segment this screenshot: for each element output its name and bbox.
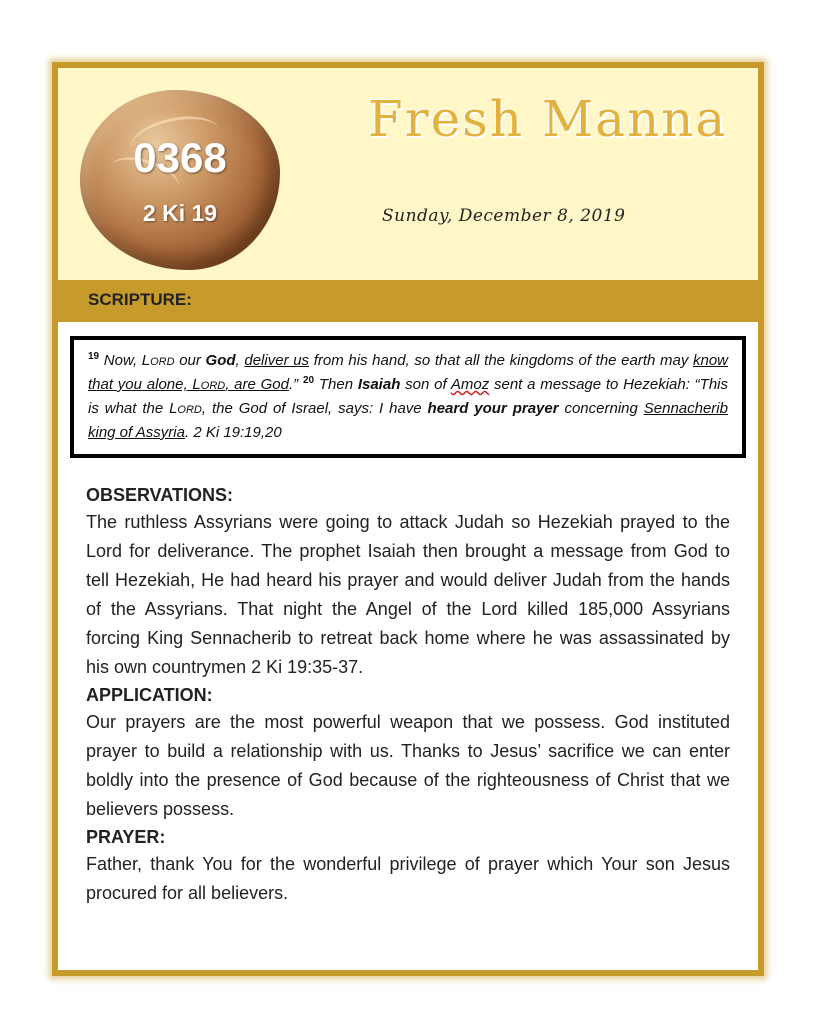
scripture-underline: , are God [225,376,289,393]
verse-number: 20 [302,375,315,386]
scripture-text: from his hand, so that all the kingdoms of the earth may [309,352,693,369]
devotional-body [86,482,730,908]
scripture-band [58,280,758,322]
scripture-underline: know that you alone, [88,352,729,393]
application-text: Our prayers are the most powerful weapon that we possess. God instituted prayer to build a relationship with us. Thanks to Jesus’ sacrifice we can enter boldly into the presence of God because of the righteousness of Christ that we believers possess. [86,712,730,819]
scripture-amoz: Amoz [450,376,490,393]
issue-reference: 2 Ki 19 [142,200,218,226]
scripture-underline: deliver us [244,352,310,369]
scripture-text: Now, [99,352,142,369]
scripture-label: SCRIPTURE: [88,290,192,309]
observations-heading: OBSERVATIONS: [86,485,234,505]
scripture-text: son of [400,376,451,393]
bread-loaf-image [80,90,280,270]
scripture-heard: heard your prayer [427,400,559,417]
page-title: Fresh Manna [368,90,728,148]
scripture-lord: Lord [169,400,202,417]
scripture-isaiah: Isaiah [357,376,401,393]
scripture-text: Then [314,376,358,393]
issue-number: 0368 [133,134,227,181]
date: Sunday, December 8, 2019 [382,206,626,226]
application-heading: APPLICATION: [86,685,213,705]
header [58,68,758,280]
scripture-text: , the God of Israel, says: I have [201,400,428,417]
scripture-underline: Sennacherib king of Assyria [88,400,728,441]
scripture-text: concerning [558,400,644,417]
prayer-text: Father, thank You for the wonderful privilege of prayer which Your son Jesus procured for all believers. [86,854,730,903]
scripture-lord: Lord [192,376,226,393]
scripture-text: . 2 Ki 19:19,20 [184,424,282,441]
scripture-lord: Lord [141,352,175,369]
devotional-card [52,62,764,976]
verse-number: 19 [88,351,100,362]
scripture-text: .” [288,376,303,393]
scripture-text: sent a message to Hezekiah: “This is what the [88,376,728,417]
scripture-god: God [205,352,236,369]
scripture-text: our [174,352,206,369]
observations-text: The ruthless Assyrians were going to attack Judah so Hezekiah prayed to the Lord for deliverance. The prophet Isaiah then brought a message from God to tell Hezekiah, He had heard his prayer and would deliver Judah from the hands of the Assyrians. That night the Angel of the Lord killed 185,000 Assyrians forcing King Sennacherib to retreat back home where he was assassinated by his own countrymen 2 Ki 19:35-37. [86,512,730,677]
prayer-heading: PRAYER: [86,827,166,847]
scripture-passage [70,336,746,458]
scripture-text: , [235,352,245,369]
